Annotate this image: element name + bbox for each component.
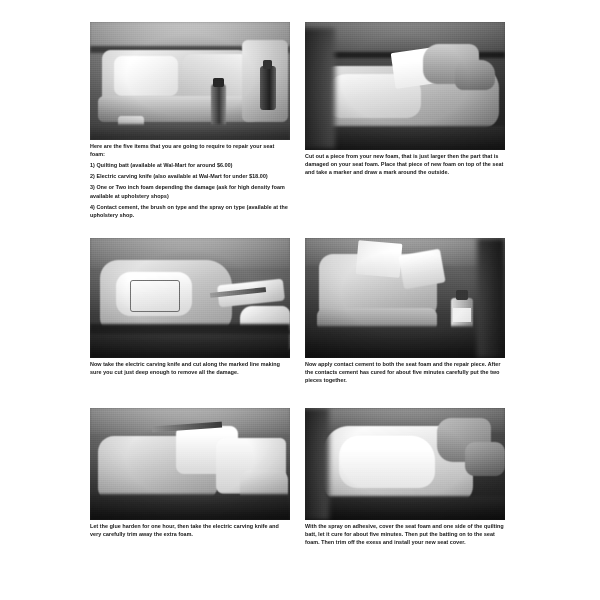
caption-line: Now apply contact cement to both the seat foam and the repair piece. After the contacts cement has cured for about five minutes carefully put the two pieces together. (305, 362, 501, 385)
photo-trimming-excess-foam (90, 408, 290, 520)
caption-line: Cut out a piece from your new foam, that is just larger then the part that is damaged on your seat foam. Place that piece of new foam on top of the seat and take a marker and draw a mark around the outside. (305, 154, 504, 177)
photo-cutting-with-carving-knife (90, 238, 290, 358)
step-6 (305, 408, 505, 547)
step-6-caption (305, 523, 505, 547)
photo-marking-foam-patch (305, 22, 505, 150)
caption-line: 2) Electric carving knife (also available at Wal-Mart for under $18.00) (90, 174, 268, 181)
step-4-caption (305, 361, 505, 385)
step-5 (90, 408, 290, 539)
step-3-caption (90, 361, 290, 377)
step-1-caption (90, 143, 290, 220)
photo-materials-on-bench (90, 22, 290, 140)
caption-line: With the spray on adhesive, cover the seat foam and one side of the quilting batt, let it cure for about five minutes. Then put the batting on to the seat foam. Then trim off the exess and install your new seat cover. (305, 524, 504, 547)
caption-line: 1) Quilting batt (available at Wal-Mart for around $6.00) (90, 163, 233, 170)
step-2-caption (305, 153, 505, 177)
caption-line: Here are the five items that you are going to require to repair your seat foam: (90, 144, 275, 159)
photo-batting-over-foam (305, 408, 505, 520)
caption-line: 4) Contact cement, the brush on type and the spray on type (available at the upholstery shop. (90, 204, 288, 219)
step-2 (305, 22, 505, 177)
photo-applying-contact-cement (305, 238, 505, 358)
step-4 (305, 238, 505, 385)
step-1 (90, 22, 290, 220)
step-5-caption (90, 523, 290, 539)
caption-line: Now take the electric carving knife and cut along the marked line making sure you cut just deep enough to remove all the damage. (90, 362, 280, 377)
step-3 (90, 238, 290, 377)
caption-line: 3) One or Two inch foam depending the damage (ask for high density foam available at upholstery shops) (90, 185, 285, 200)
caption-line: Let the glue harden for one hour, then take the electric carving knife and very carefully trim away the extra foam. (90, 524, 279, 539)
